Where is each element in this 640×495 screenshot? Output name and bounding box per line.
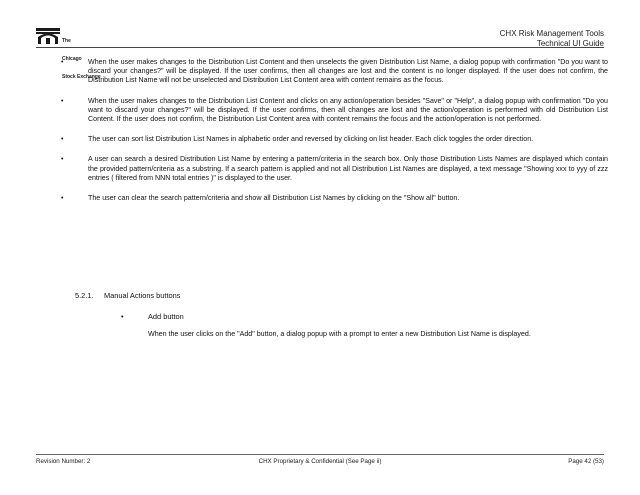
header-title: CHX Risk Management Tools [499, 29, 604, 38]
bullet-glyph: • [61, 97, 64, 105]
bullet-item [61, 155, 608, 183]
bullet-glyph: • [61, 156, 64, 164]
section-title: Manual Actions buttons [104, 291, 181, 300]
chx-logo [36, 26, 116, 80]
footer-rule [36, 454, 604, 455]
footer-revision: Revision Number: 2 [36, 458, 91, 465]
logo-line-2: Chicago [62, 56, 82, 62]
bullet-glyph: • [121, 312, 124, 321]
subsection-heading [121, 312, 608, 321]
section-heading [75, 291, 181, 300]
footer-page-number: Page 42 (53) [568, 458, 604, 465]
header-rule [36, 47, 604, 48]
bullet-glyph: • [61, 195, 64, 203]
bullet-glyph: • [61, 59, 64, 66]
subsection-description: When the user clicks on the "Add" button, a dialog popup with a prompt to enter a new Distribution List Name is displayed. [148, 330, 531, 338]
bullet-item [61, 135, 608, 144]
bullet-text: When the user makes changes to the Distribution List Content and then unselects the given Distribution List Name, a dialog popup with confirmation "Do you want to discard your changes?" will be displayed. If the user confirms, then all changes are lost and the content is no longer displayed. If the user does not confirm, the Distribution List Name will not be unselected and Distribution List Content area with content remains as the focus. [88, 58, 608, 85]
subsection-title: Add button [148, 312, 184, 321]
section-number: 5.2.1. [75, 291, 94, 300]
chx-logo-mark [36, 28, 60, 44]
bullet-text: A user can search a desired Distribution List Name by entering a pattern/criteria in the search box. Only those Distribution Lists Names are displayed which contain the provided pattern/criteria as a substring. If a search pattern is applied and not all Distribution List Names are displayed, a text message "Showing xxx to yyy of zzz entries ( filtered from NNN total entries )" is displayed to the user. [88, 155, 608, 182]
header-subtitle: Technical UI Guide [536, 39, 604, 48]
footer-confidential: CHX Proprietary & Confidential (See Page ii) [258, 458, 382, 465]
bullet-item [61, 194, 608, 203]
bullet-item [61, 96, 608, 125]
bullet-glyph: • [61, 136, 64, 144]
header-titles [500, 29, 604, 49]
bullet-text: When the user makes changes to the Distribution List Content and clicks on any action/operation besides "Save" or "Help", a dialog popup with confirmation "Do you want to discard your changes?" will be displayed. If the user confirms, then all changes are lost and the action/operation is performed with old Distribution List Content. If the user does not confirm, the Distribution List Content area with content remains the focus and the action/operation is not performed. [88, 96, 608, 124]
logo-line-1: The [62, 38, 71, 44]
logo-line-3: Stock Exchange [62, 74, 101, 80]
bullet-text: The user can sort list Distribution List Names in alphabetic order and reversed by clicking on list header. Each click toggles the order direction. [88, 135, 534, 144]
bullet-text: The user can clear the search pattern/criteria and show all Distribution List Names by clicking on the "Show all" button. [88, 194, 460, 203]
